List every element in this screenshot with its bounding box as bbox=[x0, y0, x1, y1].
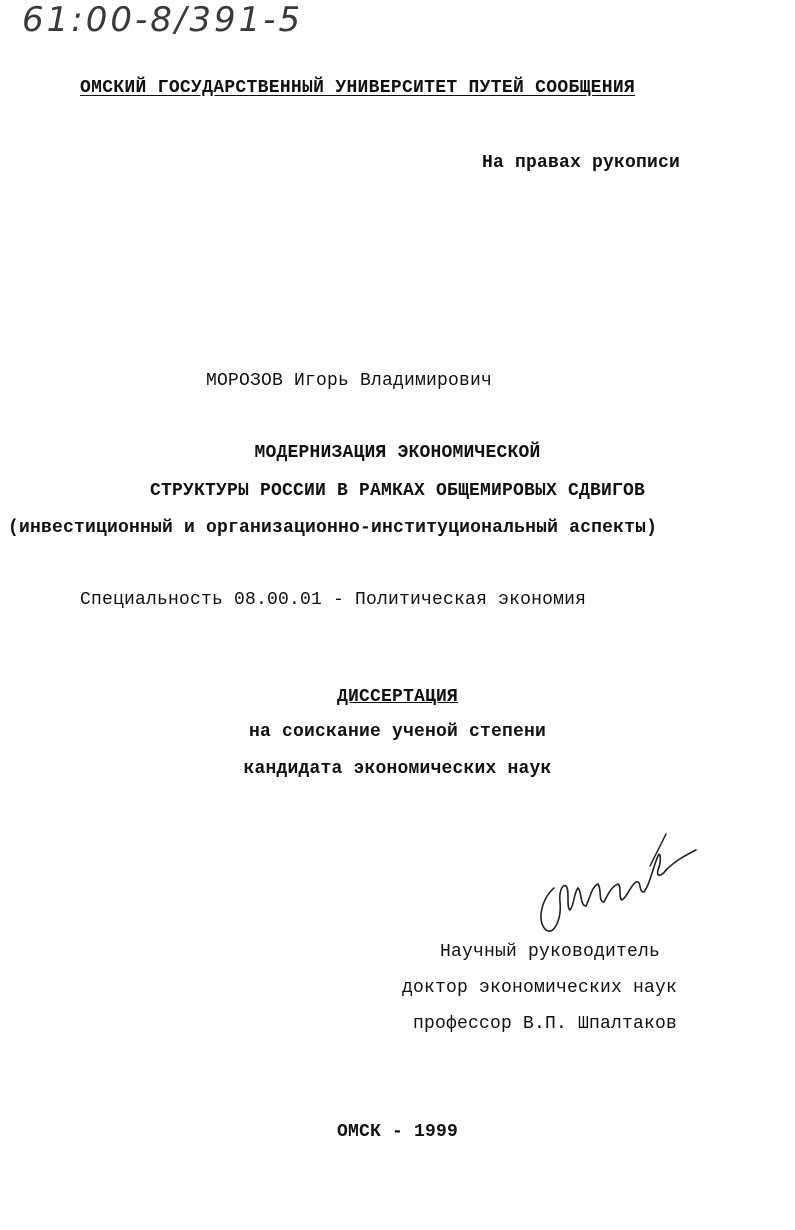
supervisor-name: профессор В.П. Шпалтаков bbox=[413, 1014, 678, 1034]
manuscript-note: На правах рукописи bbox=[482, 153, 681, 173]
supervisor-label: Научный руководитель bbox=[440, 942, 661, 962]
title-subtitle: (инвестиционный и организационно-институциональный аспекты) bbox=[8, 518, 658, 538]
specialty: Специальность 08.00.01 - Политическая экономия bbox=[80, 590, 587, 610]
document-type: ДИССЕРТАЦИЯ bbox=[336, 687, 459, 707]
city-year: ОМСК - 1999 bbox=[336, 1122, 459, 1142]
degree-line-2: кандидата экономических наук bbox=[243, 759, 552, 779]
catalog-number: 61:00-8/391-5 bbox=[22, 0, 304, 40]
university-name: ОМСКИЙ ГОСУДАРСТВЕННЫЙ УНИВЕРСИТЕТ ПУТЕЙ СООБЩЕНИЯ bbox=[80, 78, 636, 98]
author-name: МОРОЗОВ Игорь Владимирович bbox=[206, 371, 493, 391]
title-line-2: СТРУКТУРЫ РОССИИ В РАМКАХ ОБЩЕМИРОВЫХ СДВИГОВ bbox=[149, 481, 646, 501]
signature bbox=[532, 826, 702, 938]
title-line-1: МОДЕРНИЗАЦИЯ ЭКОНОМИЧЕСКОЙ bbox=[254, 443, 541, 463]
supervisor-degree: доктор экономических наук bbox=[402, 978, 678, 998]
degree-line-1: на соискание ученой степени bbox=[248, 722, 547, 742]
